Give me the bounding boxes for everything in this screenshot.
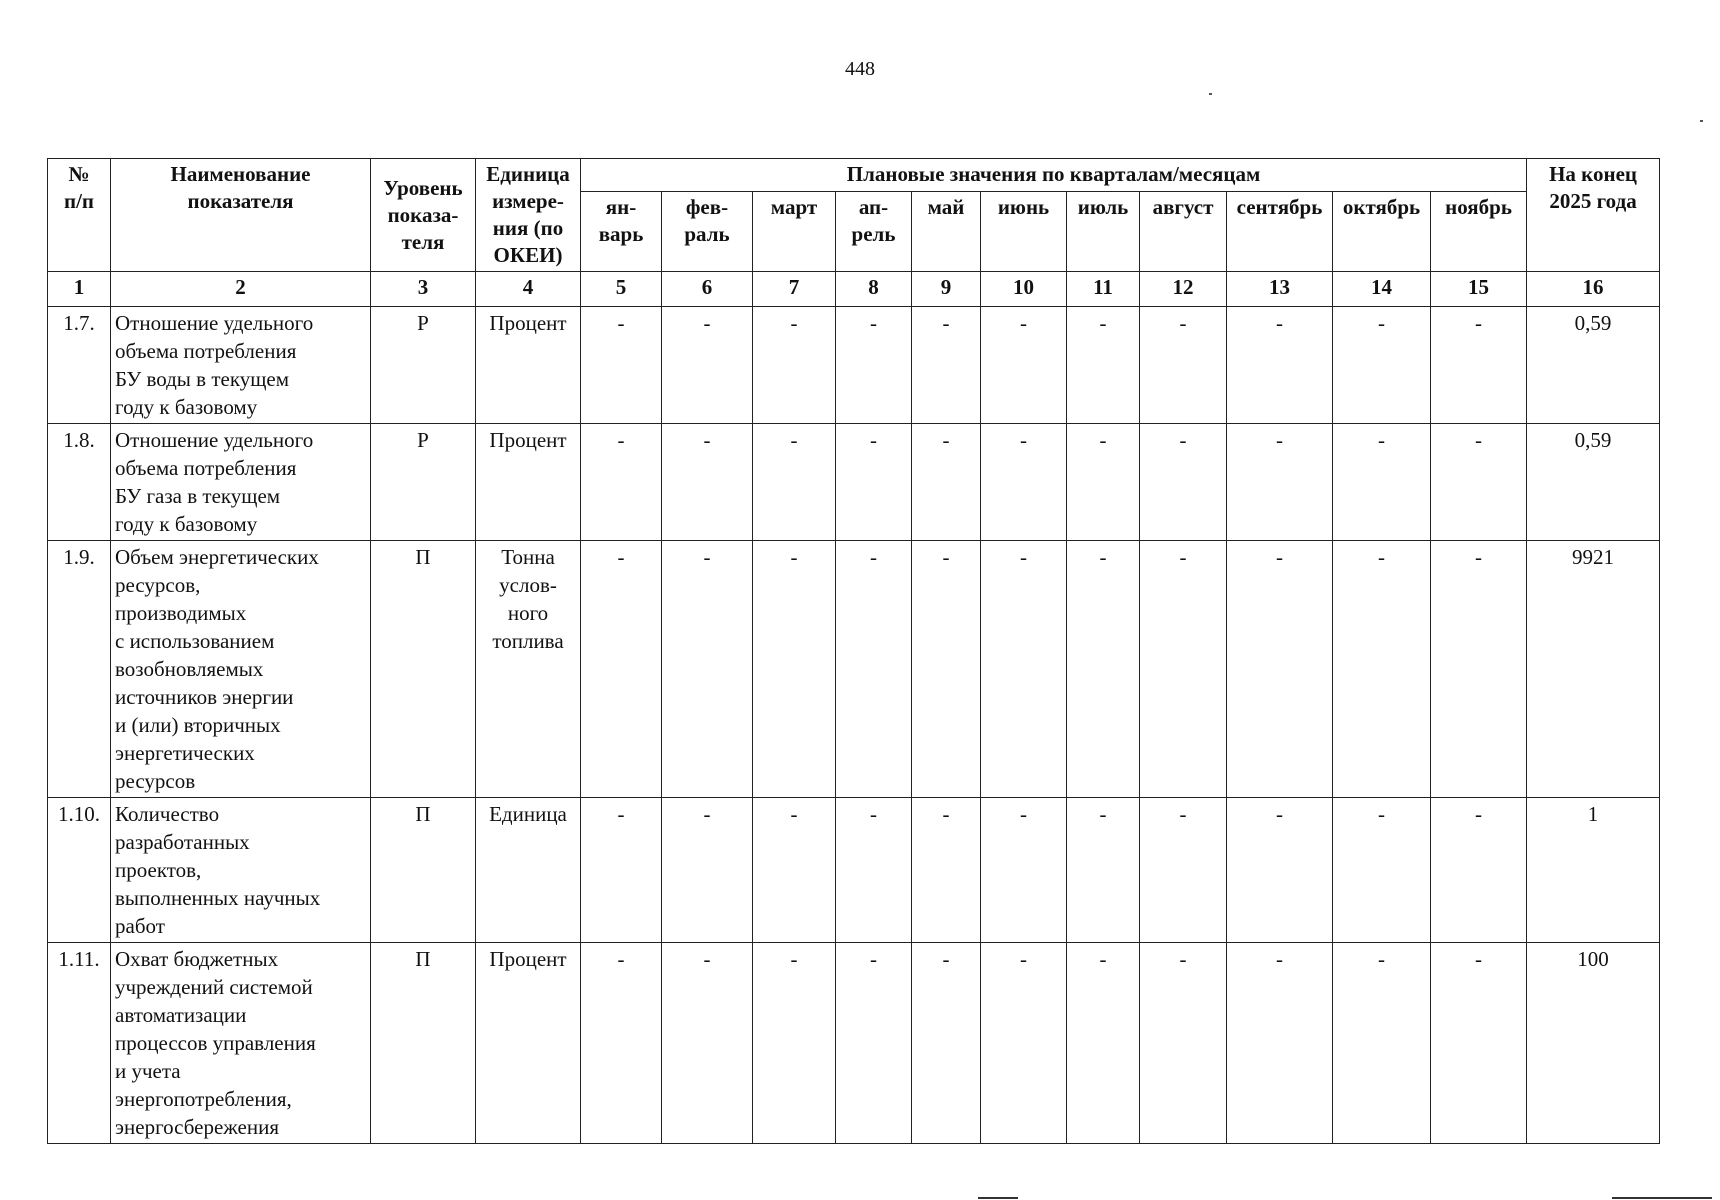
header-end: На конец 2025 года bbox=[1527, 159, 1660, 272]
indicator-name bbox=[111, 424, 371, 541]
monthly-plan-value: - bbox=[912, 307, 981, 424]
unit-line: Процент bbox=[489, 947, 567, 971]
monthly-plan-value: - bbox=[1333, 541, 1431, 798]
row-number: 1.10. bbox=[48, 798, 111, 943]
monthly-plan-value: - bbox=[912, 424, 981, 541]
header-month-january: ян- варь bbox=[581, 192, 662, 272]
monthly-plan-value: - bbox=[981, 798, 1067, 943]
indicator-name bbox=[111, 943, 371, 1144]
header-num: № п/п bbox=[48, 159, 111, 272]
monthly-plan-value: - bbox=[1140, 541, 1227, 798]
indicator-name-line: разработанных bbox=[115, 830, 250, 854]
monthly-plan-value: - bbox=[662, 307, 753, 424]
indicator-name-line: Отношение удельного bbox=[115, 428, 314, 452]
column-number: 1 bbox=[48, 272, 111, 307]
column-number: 3 bbox=[371, 272, 476, 307]
monthly-plan-value: - bbox=[753, 798, 836, 943]
column-number: 8 bbox=[836, 272, 912, 307]
row-number: 1.11. bbox=[48, 943, 111, 1144]
monthly-plan-value: - bbox=[1067, 307, 1140, 424]
monthly-plan-value: - bbox=[836, 307, 912, 424]
monthly-plan-value: - bbox=[753, 541, 836, 798]
indicator-name-line: объема потребления bbox=[115, 339, 297, 363]
monthly-plan-value: - bbox=[581, 307, 662, 424]
indicator-level: Р bbox=[371, 424, 476, 541]
column-number: 13 bbox=[1227, 272, 1333, 307]
indicator-name-line: процессов управления bbox=[115, 1031, 316, 1055]
page-number: 448 bbox=[845, 58, 875, 80]
indicator-name-line: с использованием bbox=[115, 629, 275, 653]
monthly-plan-value: - bbox=[1333, 424, 1431, 541]
monthly-plan-value: - bbox=[1333, 307, 1431, 424]
end-of-year-value: 9921 bbox=[1527, 541, 1660, 798]
unit-of-measure bbox=[476, 424, 581, 541]
table-row bbox=[48, 798, 1660, 943]
table-header bbox=[48, 159, 1660, 307]
header-level: Уровень показа- теля bbox=[371, 159, 476, 272]
end-of-year-value: 100 bbox=[1527, 943, 1660, 1144]
monthly-plan-value: - bbox=[581, 943, 662, 1144]
monthly-plan-value: - bbox=[836, 798, 912, 943]
end-of-year-value: 0,59 bbox=[1527, 424, 1660, 541]
header-month-february: фев- раль bbox=[662, 192, 753, 272]
monthly-plan-value: - bbox=[1067, 424, 1140, 541]
indicator-name-line: году к базовому bbox=[115, 512, 258, 536]
indicator-name-line: учреждений системой bbox=[115, 975, 313, 999]
indicator-name-line: автоматизации bbox=[115, 1003, 247, 1027]
table-body bbox=[48, 307, 1660, 1144]
header-row-1 bbox=[48, 159, 1660, 192]
indicator-name-line: проектов, bbox=[115, 858, 202, 882]
monthly-plan-value: - bbox=[912, 798, 981, 943]
monthly-plan-value: - bbox=[1431, 798, 1527, 943]
column-number: 11 bbox=[1067, 272, 1140, 307]
monthly-plan-value: - bbox=[662, 541, 753, 798]
column-number: 15 bbox=[1431, 272, 1527, 307]
unit-of-measure bbox=[476, 943, 581, 1144]
indicator-name-line: Объем энергетических bbox=[115, 545, 319, 569]
monthly-plan-value: - bbox=[753, 424, 836, 541]
indicator-name bbox=[111, 798, 371, 943]
unit-line: Процент bbox=[489, 428, 567, 452]
indicator-name-line: энергетических bbox=[115, 741, 255, 765]
header-name: Наименование показателя bbox=[111, 159, 371, 272]
monthly-plan-value: - bbox=[836, 424, 912, 541]
unit-line: услов- bbox=[499, 573, 557, 597]
unit-of-measure bbox=[476, 798, 581, 943]
monthly-plan-value: - bbox=[836, 943, 912, 1144]
indicator-name-line: Количество bbox=[115, 802, 220, 826]
monthly-plan-value: - bbox=[1431, 943, 1527, 1144]
monthly-plan-value: - bbox=[581, 798, 662, 943]
column-number: 10 bbox=[981, 272, 1067, 307]
monthly-plan-value: - bbox=[836, 541, 912, 798]
header-month-july: июль bbox=[1067, 192, 1140, 272]
monthly-plan-value: - bbox=[1067, 541, 1140, 798]
header-month-june: июнь bbox=[981, 192, 1067, 272]
indicator-name-line: году к базовому bbox=[115, 395, 258, 419]
unit-line: ного bbox=[507, 601, 549, 625]
indicators-table bbox=[47, 158, 1660, 1144]
monthly-plan-value: - bbox=[1067, 798, 1140, 943]
monthly-plan-value: - bbox=[1227, 943, 1333, 1144]
monthly-plan-value: - bbox=[662, 424, 753, 541]
unit-line: Процент bbox=[489, 311, 567, 335]
header-month-august: август bbox=[1140, 192, 1227, 272]
header-unit: Единица измере- ния (по ОКЕИ) bbox=[476, 159, 581, 272]
column-number: 7 bbox=[753, 272, 836, 307]
indicator-name bbox=[111, 307, 371, 424]
scan-edge-line bbox=[978, 1197, 1018, 1199]
indicator-name-line: и (или) вторичных bbox=[115, 713, 281, 737]
column-number: 16 bbox=[1527, 272, 1660, 307]
monthly-plan-value: - bbox=[1140, 943, 1227, 1144]
indicator-name-line: ресурсов bbox=[115, 769, 196, 793]
indicator-name-line: возобновляемых bbox=[115, 657, 264, 681]
monthly-plan-value: - bbox=[981, 943, 1067, 1144]
row-number: 1.9. bbox=[48, 541, 111, 798]
indicator-name-line: выполненных научных bbox=[115, 886, 321, 910]
indicator-name-line: объема потребления bbox=[115, 456, 297, 480]
monthly-plan-value: - bbox=[981, 541, 1067, 798]
monthly-plan-value: - bbox=[662, 798, 753, 943]
monthly-plan-value: - bbox=[1140, 307, 1227, 424]
monthly-plan-value: - bbox=[581, 541, 662, 798]
monthly-plan-value: - bbox=[912, 541, 981, 798]
monthly-plan-value: - bbox=[1227, 424, 1333, 541]
end-of-year-value: 0,59 bbox=[1527, 307, 1660, 424]
column-number: 9 bbox=[912, 272, 981, 307]
column-number: 4 bbox=[476, 272, 581, 307]
monthly-plan-value: - bbox=[1067, 943, 1140, 1144]
header-month-september: сентябрь bbox=[1227, 192, 1333, 272]
column-number: 6 bbox=[662, 272, 753, 307]
monthly-plan-value: - bbox=[1227, 541, 1333, 798]
table-row bbox=[48, 541, 1660, 798]
indicator-name bbox=[111, 541, 371, 798]
indicator-name-line: работ bbox=[115, 914, 165, 938]
unit-line: топлива bbox=[492, 629, 564, 653]
indicator-name-line: производимых bbox=[115, 601, 247, 625]
monthly-plan-value: - bbox=[1431, 424, 1527, 541]
monthly-plan-value: - bbox=[1333, 943, 1431, 1144]
monthly-plan-value: - bbox=[981, 424, 1067, 541]
scan-speck bbox=[1209, 93, 1212, 95]
monthly-plan-value: - bbox=[662, 943, 753, 1144]
monthly-plan-value: - bbox=[912, 943, 981, 1144]
indicator-level: П bbox=[371, 798, 476, 943]
monthly-plan-value: - bbox=[981, 307, 1067, 424]
indicator-level: Р bbox=[371, 307, 476, 424]
table-row bbox=[48, 943, 1660, 1144]
column-number: 2 bbox=[111, 272, 371, 307]
unit-of-measure bbox=[476, 307, 581, 424]
monthly-plan-value: - bbox=[1140, 424, 1227, 541]
unit-line: Единица bbox=[489, 802, 567, 826]
column-number: 12 bbox=[1140, 272, 1227, 307]
monthly-plan-value: - bbox=[753, 943, 836, 1144]
header-month-october: октябрь bbox=[1333, 192, 1431, 272]
monthly-plan-value: - bbox=[1227, 307, 1333, 424]
monthly-plan-value: - bbox=[1333, 798, 1431, 943]
indicator-name-line: БУ воды в текущем bbox=[115, 367, 289, 391]
header-month-april: ап- рель bbox=[836, 192, 912, 272]
unit-of-measure bbox=[476, 541, 581, 798]
header-month-march: март bbox=[753, 192, 836, 272]
monthly-plan-value: - bbox=[1227, 798, 1333, 943]
row-number: 1.7. bbox=[48, 307, 111, 424]
monthly-plan-value: - bbox=[1431, 541, 1527, 798]
indicator-level: П bbox=[371, 943, 476, 1144]
header-month-november: ноябрь bbox=[1431, 192, 1527, 272]
monthly-plan-value: - bbox=[1431, 307, 1527, 424]
indicator-name-line: энергосбережения bbox=[115, 1115, 280, 1139]
indicator-name-line: Отношение удельного bbox=[115, 311, 314, 335]
scan-speck bbox=[1700, 120, 1703, 122]
monthly-plan-value: - bbox=[753, 307, 836, 424]
indicator-name-line: БУ газа в текущем bbox=[115, 484, 281, 508]
column-number: 14 bbox=[1333, 272, 1431, 307]
monthly-plan-value: - bbox=[581, 424, 662, 541]
indicator-name-line: Охват бюджетных bbox=[115, 947, 279, 971]
indicator-name-line: энергопотребления, bbox=[115, 1087, 292, 1111]
column-number-row bbox=[48, 272, 1660, 307]
column-number: 5 bbox=[581, 272, 662, 307]
monthly-plan-value: - bbox=[1140, 798, 1227, 943]
unit-line: Тонна bbox=[501, 545, 555, 569]
row-number: 1.8. bbox=[48, 424, 111, 541]
indicator-level: П bbox=[371, 541, 476, 798]
indicator-name-line: и учета bbox=[115, 1059, 181, 1083]
end-of-year-value: 1 bbox=[1527, 798, 1660, 943]
header-month-may: май bbox=[912, 192, 981, 272]
table-row bbox=[48, 424, 1660, 541]
indicator-name-line: источников энергии bbox=[115, 685, 294, 709]
scan-edge-line bbox=[1612, 1197, 1712, 1199]
indicator-name-line: ресурсов, bbox=[115, 573, 201, 597]
table-row bbox=[48, 307, 1660, 424]
header-plan-title: Плановые значения по кварталам/месяцам bbox=[581, 159, 1527, 192]
